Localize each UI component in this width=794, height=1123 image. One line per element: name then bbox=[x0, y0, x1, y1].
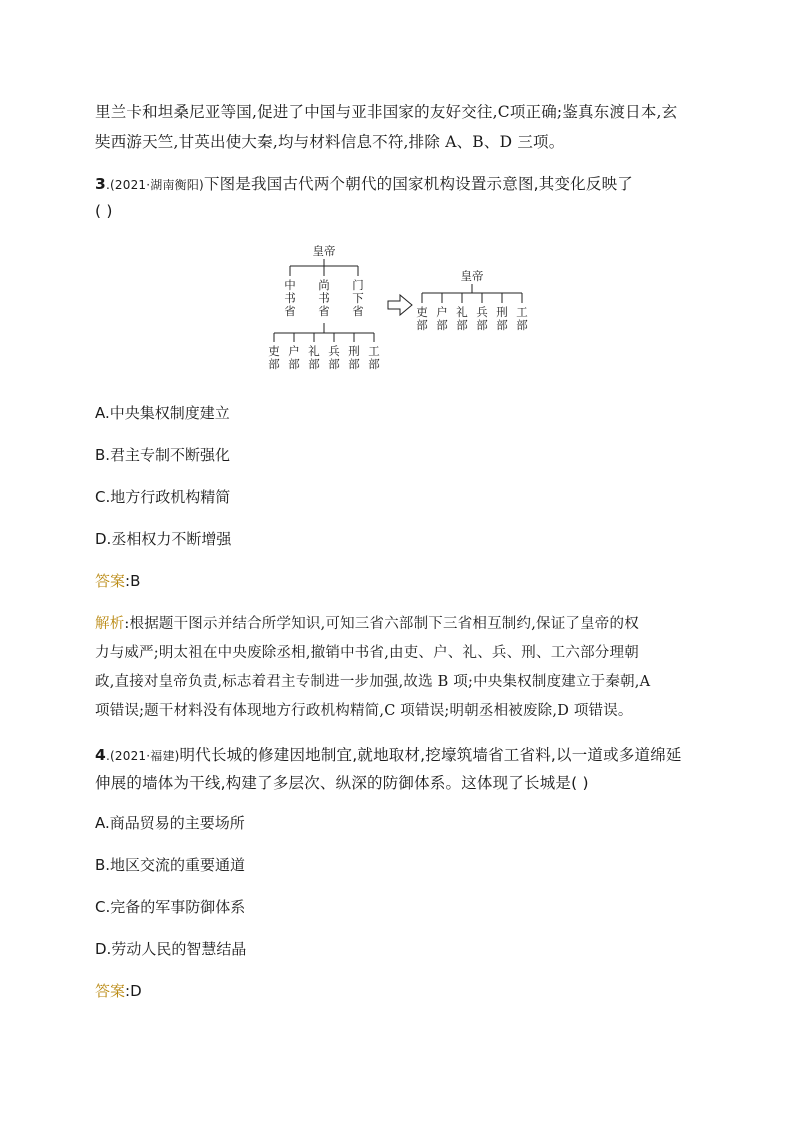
answer-value: :B bbox=[125, 572, 141, 590]
right-bottom-nodes bbox=[416, 305, 528, 332]
analysis-continuation-line-1: 里兰卡和坦桑尼亚等国,促进了中国与亚非国家的友好交往,C项正确;鉴真东渡日本,玄 bbox=[95, 103, 678, 121]
left-bottom-node: 兵部 bbox=[328, 344, 340, 371]
right-bottom-connectors bbox=[422, 293, 522, 303]
analysis-continuation-line-2: 奘西游天竺,甘英出使大秦,均与材料信息不符,排除 A、B、D 三项。 bbox=[95, 133, 565, 151]
right-bottom-node: 刑部 bbox=[496, 305, 508, 332]
option-d: D.劳动人民的智慧结晶 bbox=[95, 940, 247, 958]
left-mid-node: 中书省 bbox=[284, 278, 296, 318]
left-mid-node: 尚书省 bbox=[318, 278, 330, 318]
left-emperor: 皇帝 bbox=[312, 244, 336, 258]
question-number: 3 bbox=[95, 175, 106, 193]
question-text: 明代长城的修建因地制宜,就地取材,挖壕筑墙省工省料,以一道或多道绵延 bbox=[179, 746, 682, 764]
analysis-line-2: 力与威严;明太祖在中央废除丞相,撤销中书省,由吏、户、礼、兵、刑、工六部分理朝 bbox=[95, 645, 639, 661]
question-source: .(2021·福建) bbox=[106, 749, 180, 763]
answer-blank: ( ) bbox=[95, 202, 113, 220]
question-4-stem-2: 伸展的墙体为干线,构建了多层次、纵深的防御体系。这体现了长城是( ) bbox=[95, 774, 589, 792]
right-bottom-node: 户部 bbox=[436, 305, 448, 332]
question-4-stem-1 bbox=[95, 743, 682, 765]
option-a: A.中央集权制度建立 bbox=[95, 404, 230, 422]
left-bottom-node: 吏部 bbox=[268, 344, 280, 371]
option-d: D.丞相权力不断增强 bbox=[95, 530, 232, 548]
answer-value: :D bbox=[125, 982, 142, 1000]
answer-label: 答案 bbox=[95, 982, 126, 1000]
institution-diagram bbox=[262, 238, 552, 378]
right-bottom-node: 工部 bbox=[516, 305, 528, 332]
left-bottom-nodes bbox=[268, 344, 380, 371]
left-bottom-node: 礼部 bbox=[308, 344, 320, 371]
answer-line bbox=[95, 980, 142, 1001]
option-c: C.完备的军事防御体系 bbox=[95, 898, 246, 916]
analysis-line-3: 政,直接对皇帝负责,标志着君主专制进一步加强,故选 B 项;中央集权制度建立于秦朝,A bbox=[95, 674, 651, 690]
left-mid-nodes bbox=[284, 278, 364, 318]
left-bottom-node: 刑部 bbox=[348, 344, 360, 371]
arrow-icon bbox=[388, 295, 412, 315]
answer-line bbox=[95, 570, 140, 591]
right-emperor: 皇帝 bbox=[460, 269, 484, 283]
left-bottom-node: 户部 bbox=[288, 344, 300, 371]
right-bottom-node: 兵部 bbox=[476, 305, 488, 332]
question-text: 下图是我国古代两个朝代的国家机构设置示意图,其变化反映了 bbox=[203, 175, 633, 193]
answer-label: 答案 bbox=[95, 572, 126, 590]
option-c: C.地方行政机构精简 bbox=[95, 488, 231, 506]
question-number: 4 bbox=[95, 746, 106, 764]
analysis-line-1 bbox=[95, 612, 639, 633]
option-b: B.地区交流的重要通道 bbox=[95, 856, 246, 874]
analysis-line-4: 项错误;题干材料没有体现地方行政机构精简,C 项错误;明朝丞相被废除,D 项错误。 bbox=[95, 703, 633, 719]
analysis-label: 解析 bbox=[95, 616, 125, 632]
option-b: B.君主专制不断强化 bbox=[95, 446, 231, 464]
left-bottom-connectors bbox=[274, 333, 374, 342]
left-mid-node: 门下省 bbox=[352, 278, 364, 318]
right-bottom-node: 吏部 bbox=[416, 305, 428, 332]
option-a: A.商品贸易的主要场所 bbox=[95, 814, 245, 832]
question-source: .(2021·湖南衡阳) bbox=[106, 178, 204, 192]
left-bottom-node: 工部 bbox=[368, 344, 380, 371]
question-3-stem bbox=[95, 172, 633, 194]
analysis-text: :根据题干图示并结合所学知识,可知三省六部制下三省相互制约,保证了皇帝的权 bbox=[124, 616, 639, 632]
right-bottom-node: 礼部 bbox=[456, 305, 468, 332]
